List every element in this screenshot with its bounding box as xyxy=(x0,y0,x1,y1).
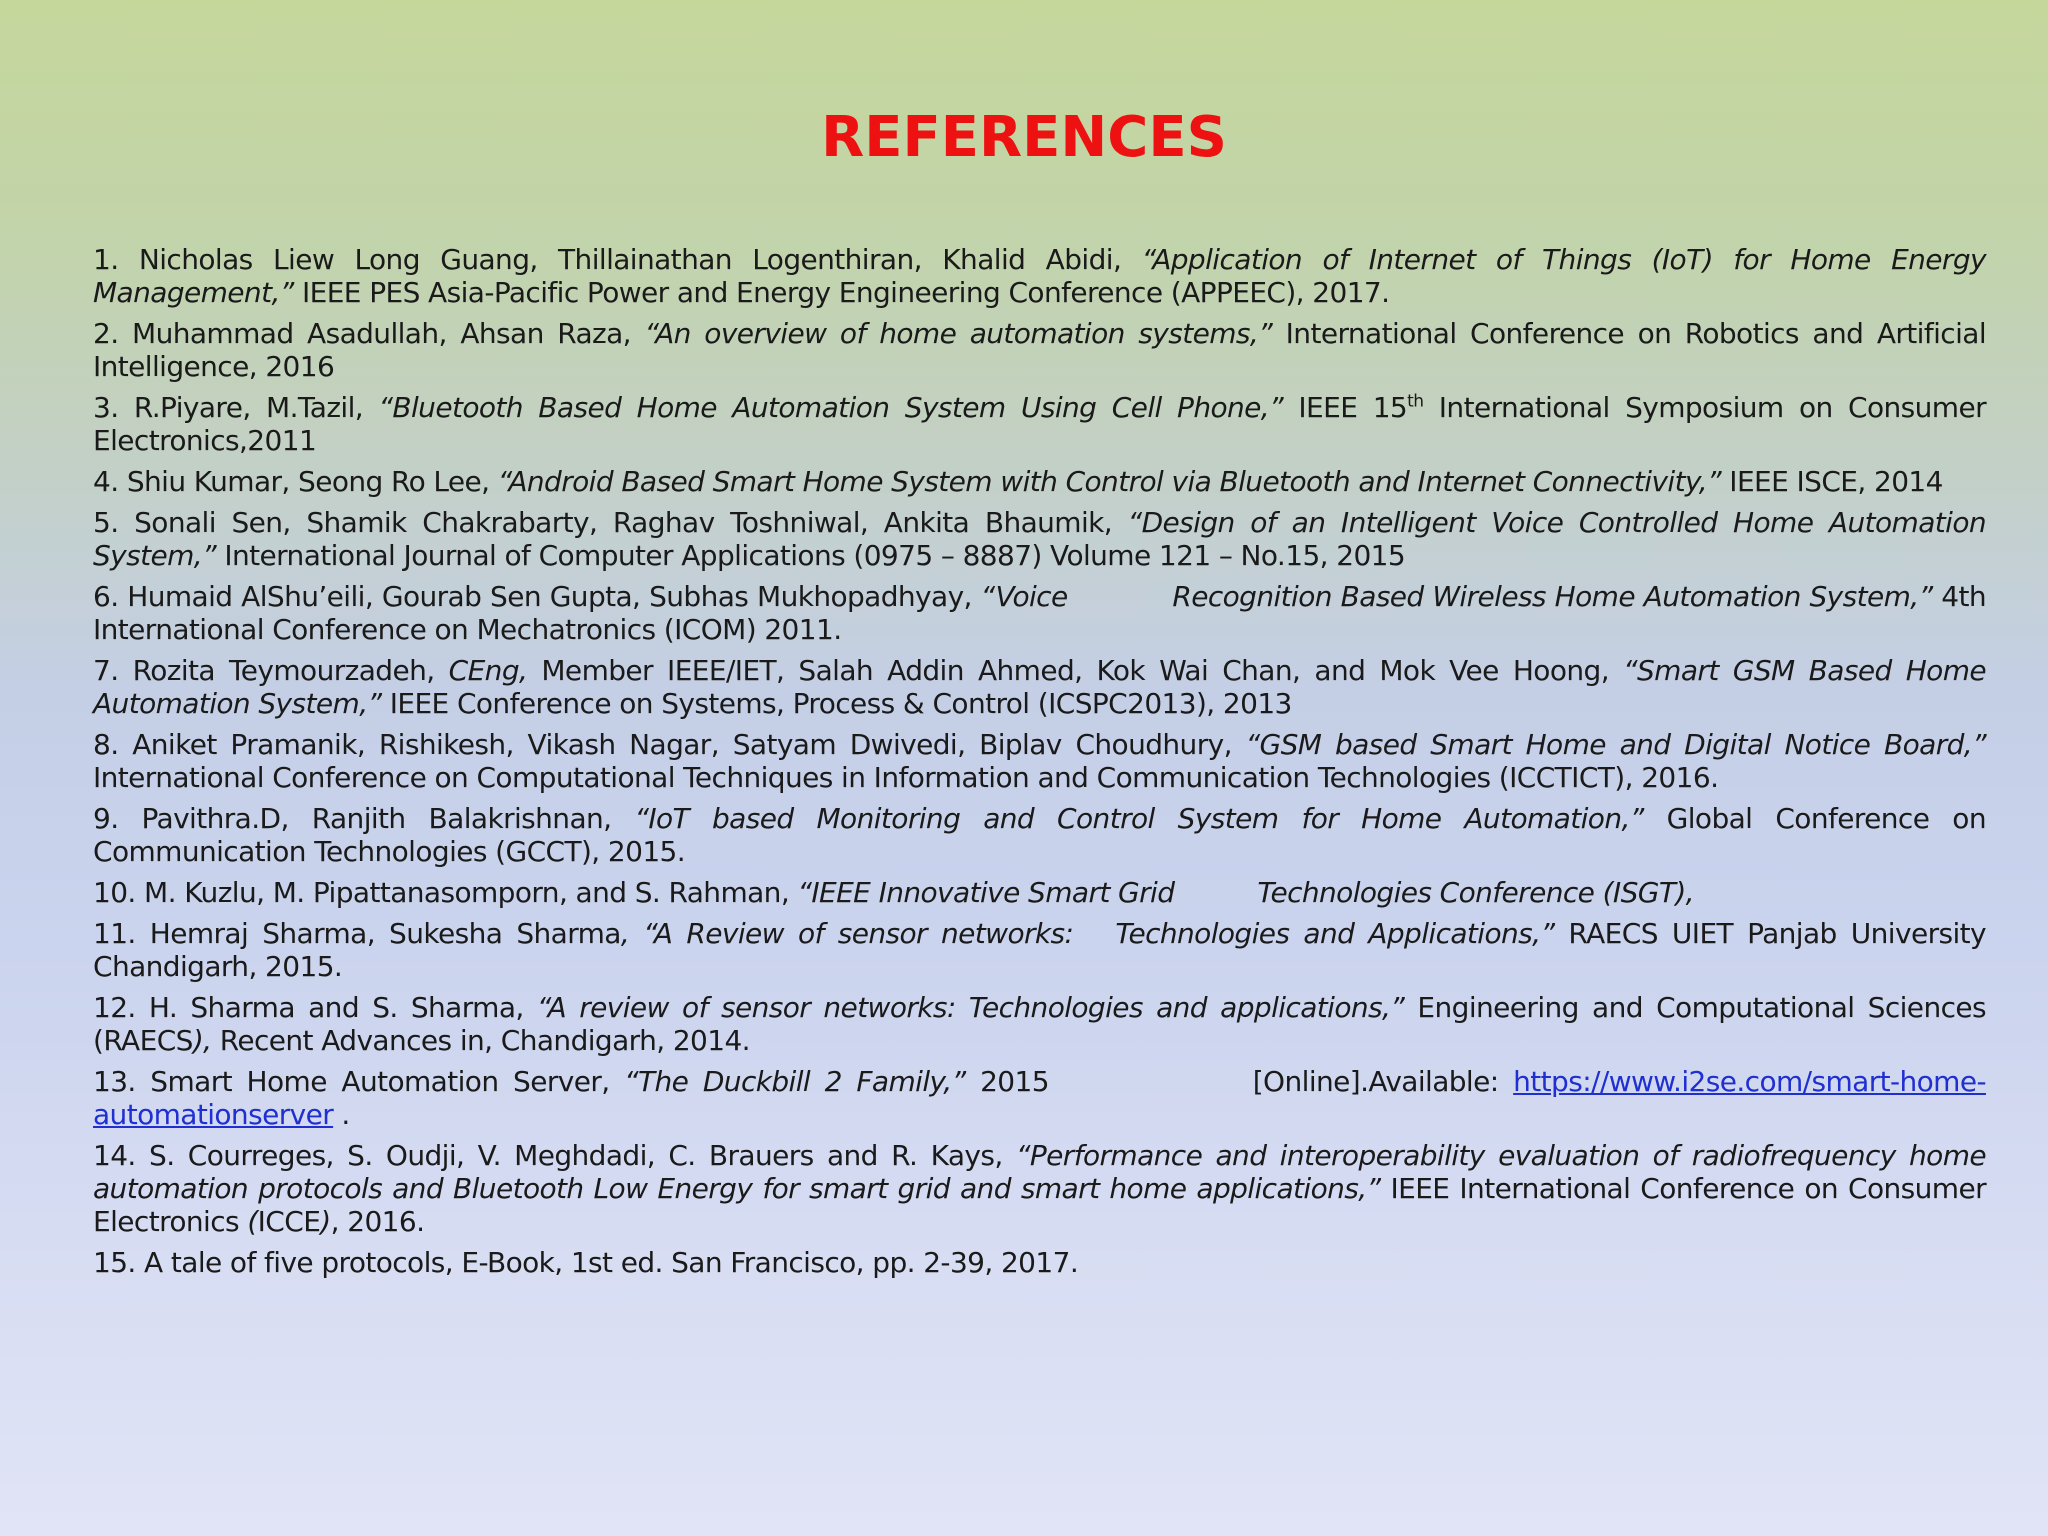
reference-item-6 xyxy=(93,580,1986,646)
reference-number: 11. xyxy=(93,917,136,950)
reference-source: IEEE 15 xyxy=(1283,391,1408,424)
reference-authors: R.Piyare, M.Tazil, xyxy=(118,391,379,424)
reference-title: “IEEE Innovative Smart Grid Technologies Conference (ISGT), xyxy=(797,876,1694,909)
reference-list xyxy=(93,243,1986,1287)
reference-authors: Humaid AlShu’eili, Gourab Sen Gupta, Subhas Mukhopadhyay, xyxy=(118,580,981,613)
reference-title: “A review of sensor networks: Technologies and applications,” xyxy=(536,991,1405,1024)
reference-title: “Application of Internet of Things (IoT) for Home Energy Management,” xyxy=(93,243,1986,309)
reference-item-9 xyxy=(93,802,1986,868)
reference-source-end: , 2016. xyxy=(330,1205,425,1238)
reference-title: “Android Based Smart Home System with Control via Bluetooth and Internet Connectivity,” xyxy=(497,465,1721,498)
reference-source-cont: Recent Advances in, Chandigarh, 2014. xyxy=(211,1024,750,1057)
reference-number: 14. xyxy=(93,1139,136,1172)
reference-authors: Aniket Pramanik, Rishikesh, Vikash Nagar, Satyam Dwivedi, Biplav Choudhury, xyxy=(118,728,1246,761)
reference-title: “Voice Recognition Based Wireless Home Automation System,” xyxy=(980,580,1933,613)
reference-item-15 xyxy=(93,1246,1986,1279)
reference-title: “Smart GSM Based Home Automation System,” xyxy=(93,654,1986,720)
reference-title: “The Duckbill 2 Family,” xyxy=(624,1065,966,1098)
reference-number: 15. xyxy=(93,1246,136,1279)
reference-item-3 xyxy=(93,391,1986,457)
reference-number: 8. xyxy=(93,728,119,761)
reference-authors: Nicholas Liew Long Guang, Thillainathan Logenthiran, Khalid Abidi, xyxy=(118,243,1142,276)
reference-source: International Journal of Computer Applications (0975 – 8887) Volume 121 – No.15, 2015 xyxy=(216,539,1406,572)
reference-title: “Performance and interoperability evaluation of radiofrequency home automation protocols and Bluetooth Low Energy for smart grid and smart home applications,” xyxy=(93,1139,1986,1205)
reference-number: 5. xyxy=(93,506,119,539)
reference-number: 7. xyxy=(93,654,119,687)
reference-source-cont: ICCE xyxy=(257,1205,321,1238)
reference-authors: Rozita Teymourzadeh, xyxy=(118,654,449,687)
reference-item-11 xyxy=(93,917,1986,983)
reference-link[interactable]: https://www.i2se.com/smart-home-automationserver xyxy=(93,1065,1986,1131)
reference-item-5 xyxy=(93,506,1986,572)
reference-source-italic-close: ) xyxy=(320,1205,331,1238)
reference-number: 6. xyxy=(93,580,119,613)
reference-title: , “A Review of sensor networks: Technologies and Applications,” xyxy=(620,917,1555,950)
reference-source: 2015 [Online].Available: xyxy=(965,1065,1514,1098)
reference-number: 12. xyxy=(93,991,136,1024)
reference-authors: M. Kuzlu, M. Pipattanasomporn, and S. Rahman, xyxy=(135,876,798,909)
reference-authors: Pavithra.D, Ranjith Balakrishnan, xyxy=(118,802,635,835)
reference-title: “Bluetooth Based Home Automation System Using Cell Phone,” xyxy=(378,391,1283,424)
reference-authors-cont: Member IEEE/IET, Salah Addin Ahmed, Kok Wai Chan, and Mok Vee Hoong, xyxy=(527,654,1624,687)
reference-title: “IoT based Monitoring and Control System for Home Automation,” xyxy=(634,802,1644,835)
reference-item-10 xyxy=(93,876,1986,909)
reference-source: IEEE PES Asia-Pacific Power and Energy Engineering Conference (APPEEC), 2017. xyxy=(293,276,1390,309)
superscript-ordinal: th xyxy=(1407,391,1424,412)
reference-author-credential: CEng, xyxy=(448,654,528,687)
reference-source: Engineering and Computational Sciences (RAECS xyxy=(93,991,1986,1057)
reference-source: IEEE International Conference on Consumer Electronics xyxy=(93,1172,1986,1238)
reference-item-12 xyxy=(93,991,1986,1057)
reference-number: 3. xyxy=(93,391,119,424)
reference-authors: S. Courreges, S. Oudji, V. Meghdadi, C. Brauers and R. Kays, xyxy=(135,1139,1016,1172)
reference-source-italic: ), xyxy=(192,1024,212,1057)
reference-item-8 xyxy=(93,728,1986,794)
reference-authors: A tale of five protocols, E-Book, 1st ed. San Francisco, pp. 2-39, 2017. xyxy=(135,1246,1079,1279)
reference-item-4 xyxy=(93,465,1986,498)
reference-authors: Muhammad Asadullah, Ahsan Raza, xyxy=(118,317,645,350)
reference-source: RAECS UIET Panjab University Chandigarh, 2015. xyxy=(93,917,1986,983)
reference-source: IEEE Conference on Systems, Process & Control (ICSPC2013), 2013 xyxy=(381,687,1292,720)
reference-number: 1. xyxy=(93,243,119,276)
reference-item-13 xyxy=(93,1065,1986,1131)
reference-number: 10. xyxy=(93,876,136,909)
reference-title: “Design of an Intelligent Voice Controlled Home Automation System,” xyxy=(93,506,1987,572)
reference-source: Global Conference on Communication Technologies (GCCT), 2015. xyxy=(93,802,1986,868)
reference-source: International Conference on Computational Techniques in Information and Communication Technologies (ICCTICT), 2016. xyxy=(93,761,1719,794)
reference-title: “GSM based Smart Home and Digital Notice Board,” xyxy=(1245,728,1986,761)
reference-authors: Smart Home Automation Server, xyxy=(135,1065,625,1098)
reference-link-trailer: . xyxy=(333,1098,350,1131)
slide-title: REFERENCES xyxy=(821,105,1227,170)
reference-number: 2. xyxy=(93,317,119,350)
reference-source: IEEE ISCE, 2014 xyxy=(1720,465,1943,498)
reference-item-1 xyxy=(93,243,1986,309)
reference-number: 9. xyxy=(93,802,119,835)
reference-authors: Shiu Kumar, Seong Ro Lee, xyxy=(118,465,498,498)
reference-number: 4. xyxy=(93,465,119,498)
reference-source: 4th International Conference on Mechatronics (ICOM) 2011. xyxy=(93,580,1986,646)
reference-authors: H. Sharma and S. Sharma, xyxy=(135,991,537,1024)
reference-number: 13. xyxy=(93,1065,136,1098)
reference-title: “An overview of home automation systems,” xyxy=(644,317,1273,350)
reference-source-cont: International Symposium on Consumer Electronics,2011 xyxy=(93,391,1986,457)
reference-authors: Hemraj Sharma, Sukesha Sharma xyxy=(135,917,621,950)
reference-authors: Sonali Sen, Shamik Chakrabarty, Raghav Toshniwal, Ankita Bhaumik, xyxy=(118,506,1128,539)
reference-source: International Conference on Robotics and Artificial Intelligence, 2016 xyxy=(93,317,1986,383)
reference-item-14 xyxy=(93,1139,1986,1238)
reference-source-italic: ( xyxy=(247,1205,258,1238)
reference-item-2 xyxy=(93,317,1986,383)
reference-item-7 xyxy=(93,654,1986,720)
